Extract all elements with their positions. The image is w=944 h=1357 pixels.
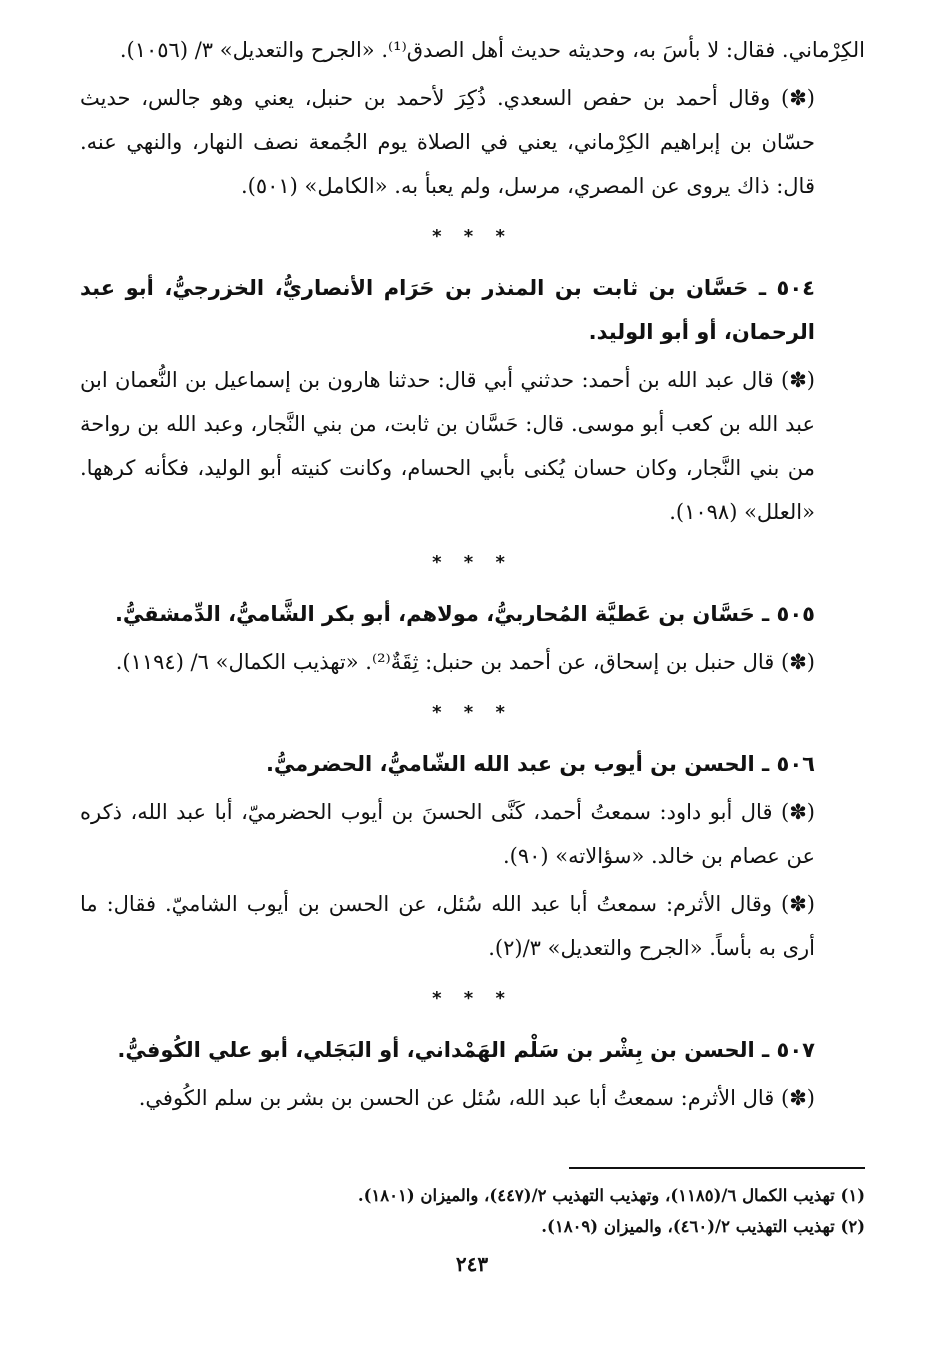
continued-paragraph: الكِرْماني. فقال: لا بأسَ به، وحديثه حديث أهل الصدق⁽¹⁾. «الجرح والتعديل» ٣/ (١٠٥٦). xyxy=(119,38,865,62)
footnote-divider xyxy=(569,1167,865,1169)
narration-paragraph: (✽) قال الأثرم: سمعتُ أبا عبد الله، سُئل عن الحسن بن بشر بن سلم الكُوفي. xyxy=(138,1086,815,1110)
narration-paragraph: (✽) قال حنبل بن إسحاق، عن أحمد بن حنبل: ثِقَةٌ⁽²⁾. «تهذيب الكمال» ٦/ (١١٩٤). xyxy=(115,650,815,674)
footnote: (٢) تهذيب التهذيب ٢/(٤٦٠)، والميزان (١٨٠٩). xyxy=(541,1217,865,1236)
section-separator: * * * xyxy=(432,226,513,247)
footnote: (١) تهذيب الكمال ٦/(١١٨٥)، وتهذيب التهذيب ٢/(٤٤٧)، والميزان (١٨٠١). xyxy=(357,1186,865,1205)
section-separator: * * * xyxy=(432,702,513,723)
footnotes xyxy=(80,1180,865,1242)
entry-title: ٥٠٦ ـ الحسن بن أيوب بن عبد الله الشّاميُّ، الحضرميُّ. xyxy=(265,752,815,776)
narration-paragraph: (✽) قال أبو داود: سمعتُ أحمد، كَنَّى الحسنَ بن أيوب الحضرميّ، أبا عبد الله، ذكره عن عصام بن خالد. «سؤالاته» (٩٠). xyxy=(80,800,815,868)
section-separator: * * * xyxy=(432,988,513,1009)
narration-paragraph: (✽) قال عبد الله بن أحمد: حدثني أبي قال: حدثنا هارون بن إسماعيل بن النُّعمان ابن عبد الله بن كعب أبو موسى. قال: حَسَّان بن ثابت، من بني النَّجار، وعبد الله بن رواحة من بني النَّجار، وكان حسان يُكنى بأبي الحسام، وكانت كنيته أبو الوليد، فكأنه كرهها. «العلل» (١٠٩٨). xyxy=(80,368,815,524)
entry-title: ٥٠٧ ـ الحسن بن بِشْر بن سَلْم الهَمْداني، أو البَجَلي، أبو علي الكُوفيُّ. xyxy=(117,1038,815,1062)
entry-title: ٥٠٤ ـ حَسَّان بن ثابت بن المنذر بن حَرَام الأنصاريُّ، الخزرجيُّ، أبو عبد الرحمان، أو أبو الوليد. xyxy=(80,276,815,344)
book-page xyxy=(80,28,865,1328)
entry-title: ٥٠٥ ـ حَسَّان بن عَطيَّة المُحاربيُّ، مولاهم، أبو بكر الشَّاميُّ، الدِّمشقيُّ. xyxy=(114,602,815,626)
section-separator: * * * xyxy=(432,552,513,573)
narration-paragraph: (✽) وقال الأثرم: سمعتُ أبا عبد الله سُئل، عن الحسن بن أيوب الشاميّ. فقال: ما أرى به بأساً. «الجرح والتعديل» ٣/(٢). xyxy=(80,892,815,960)
page-number: ٢٤٣ xyxy=(455,1252,489,1276)
narration-paragraph: (✽) وقال أحمد بن حفص السعدي. ذُكِرَ لأحمد بن حنبل، يعني وهو جالس، حديث حسّان بن إبراهيم الكِرْماني، يعني في الصلاة يوم الجُمعة نصف النهار، والنهي عنه. قال: ذاك يروى عن المصري، مرسل، ولم يعبأ به. «الكامل» (٥٠١). xyxy=(80,86,815,198)
